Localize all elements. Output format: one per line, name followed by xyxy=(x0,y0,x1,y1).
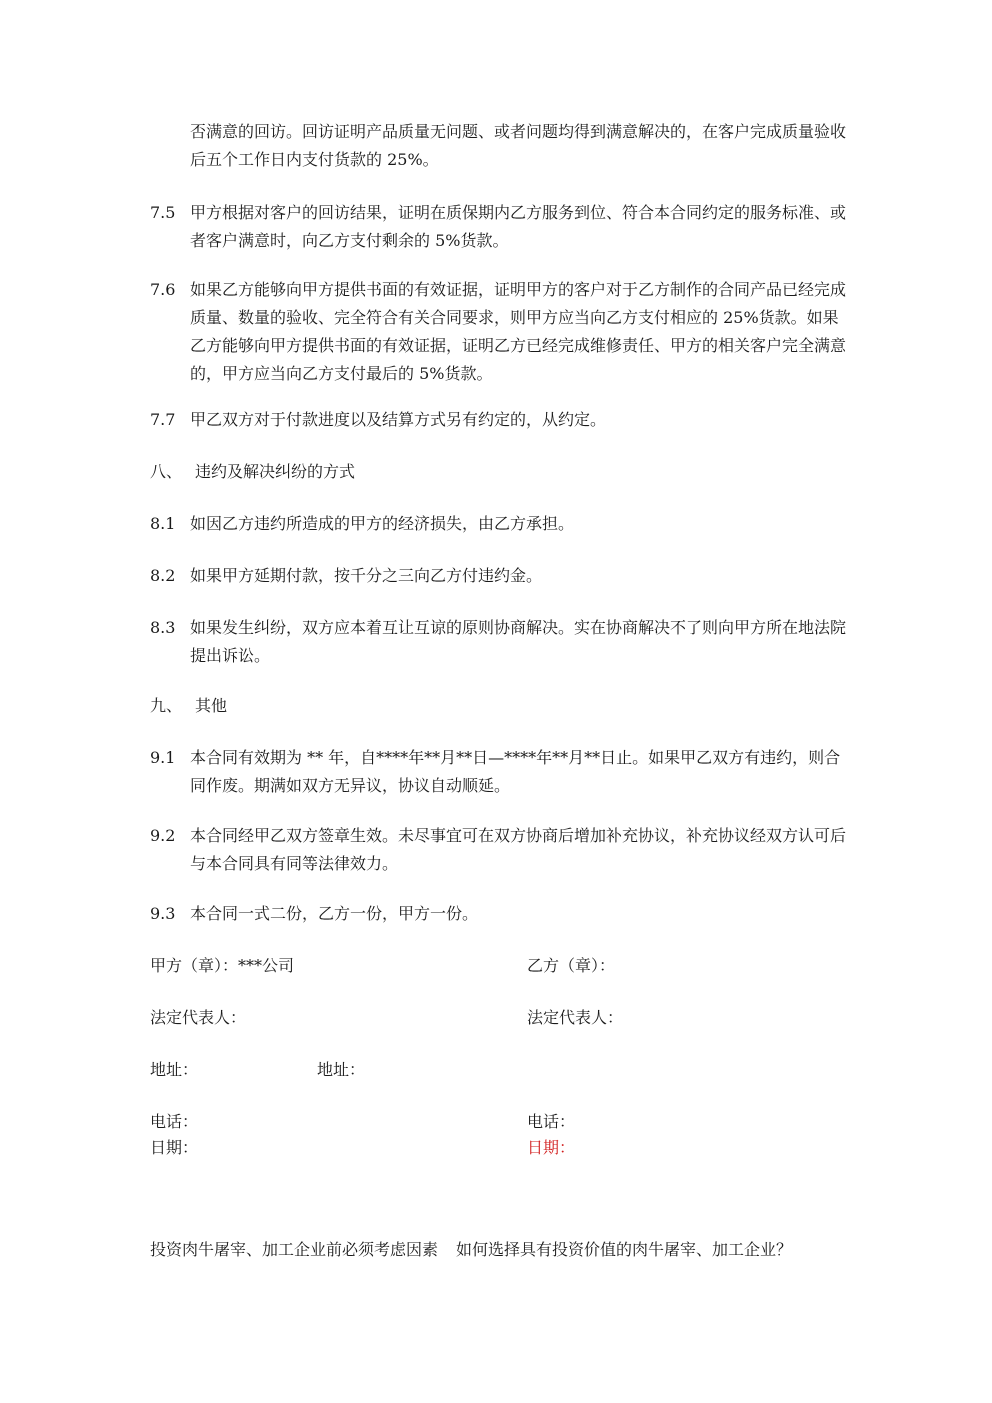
paragraph-9-2 xyxy=(150,822,850,878)
party-a-address: 地址： xyxy=(150,1060,199,1079)
paragraph-text: 本合同经甲乙双方签章生效。未尽事宜可在双方协商后增加补充协议，补充协议经双方认可后与本合同具有同等法律效力。 xyxy=(190,826,847,873)
section-title: 违约及解决纠纷的方式 xyxy=(195,462,356,481)
party-b-date: 日期： xyxy=(527,1138,576,1157)
paragraph-text: 甲乙双方对于付款进度以及结算方式另有约定的，从约定。 xyxy=(190,410,607,429)
paragraph-7-4-continued xyxy=(150,118,850,174)
paragraph-text: 本合同一式二份，乙方一份，甲方一份。 xyxy=(190,904,479,923)
paragraph-text: 如果乙方能够向甲方提供书面的有效证据，证明甲方的客户对于乙方制作的合同产品已经完成质量、数量的验收、完全符合有关合同要求，则甲方应当向乙方支付相应的 25%货款。如果乙方能够向甲方提供书面的有效证据，证明乙方已经完成维修责任、甲方的相关客户完全满意的，甲方应当向乙方支付最后的 5%货款。 xyxy=(190,280,847,383)
clause-number: 9.2 xyxy=(150,826,176,845)
paragraph-8-3 xyxy=(150,614,850,670)
paragraph-7-5 xyxy=(150,199,850,255)
party-a-seal: 甲方（章）：***公司 xyxy=(150,956,295,975)
section-heading-8 xyxy=(150,458,355,486)
clause-number: 8.3 xyxy=(150,618,176,637)
clause-number: 9.3 xyxy=(150,904,176,923)
clause-number: 8.2 xyxy=(150,566,176,585)
section-number: 八、 xyxy=(150,462,183,481)
paragraph-text: 甲方根据对客户的回访结果，证明在质保期内乙方服务到位、符合本合同约定的服务标准、或者客户满意时，向乙方支付剩余的 5%货款。 xyxy=(190,203,847,250)
party-a-phone: 电话： xyxy=(150,1112,199,1131)
party-b-representative: 法定代表人： xyxy=(527,1008,624,1027)
section-number: 九、 xyxy=(150,696,183,715)
paragraph-9-1 xyxy=(150,744,850,800)
paragraph-text: 如因乙方违约所造成的甲方的经济损失，由乙方承担。 xyxy=(190,514,575,533)
section-title: 其他 xyxy=(195,696,228,715)
related-link-investment-factors[interactable]: 投资肉牛屠宰、加工企业前必须考虑因素 xyxy=(150,1240,439,1259)
paragraph-8-2 xyxy=(150,562,850,590)
paragraph-7-6 xyxy=(150,276,850,388)
related-links xyxy=(150,1236,792,1264)
clause-number: 9.1 xyxy=(150,748,176,767)
paragraph-9-3 xyxy=(150,900,850,928)
paragraph-text: 本合同有效期为 ** 年，自****年**月**日—****年**月**日止。如果甲乙双方有违约，则合同作废。期满如双方无异议，协议自动顺延。 xyxy=(190,748,841,795)
party-a-date: 日期： xyxy=(150,1138,199,1157)
paragraph-text: 否满意的回访。回访证明产品质量无问题、或者问题均得到满意解决的，在客户完成质量验收后五个工作日内支付货款的 25%。 xyxy=(190,122,847,169)
party-b-seal: 乙方（章）： xyxy=(527,956,616,975)
party-b-phone: 电话： xyxy=(527,1112,576,1131)
paragraph-text: 如果甲方延期付款，按千分之三向乙方付违约金。 xyxy=(190,566,543,585)
paragraph-8-1 xyxy=(150,510,850,538)
clause-number: 7.5 xyxy=(150,203,176,222)
party-b-address: 地址： xyxy=(317,1060,366,1079)
party-a-representative: 法定代表人： xyxy=(150,1008,247,1027)
paragraph-text: 如果发生纠纷，双方应本着互让互谅的原则协商解决。实在协商解决不了则向甲方所在地法院提出诉讼。 xyxy=(190,618,847,665)
clause-number: 7.7 xyxy=(150,410,176,429)
section-heading-9 xyxy=(150,692,227,720)
paragraph-7-7 xyxy=(150,406,850,434)
clause-number: 7.6 xyxy=(150,280,176,299)
related-link-choose-enterprise[interactable]: 如何选择具有投资价值的肉牛屠宰、加工企业？ xyxy=(456,1240,793,1259)
clause-number: 8.1 xyxy=(150,514,176,533)
